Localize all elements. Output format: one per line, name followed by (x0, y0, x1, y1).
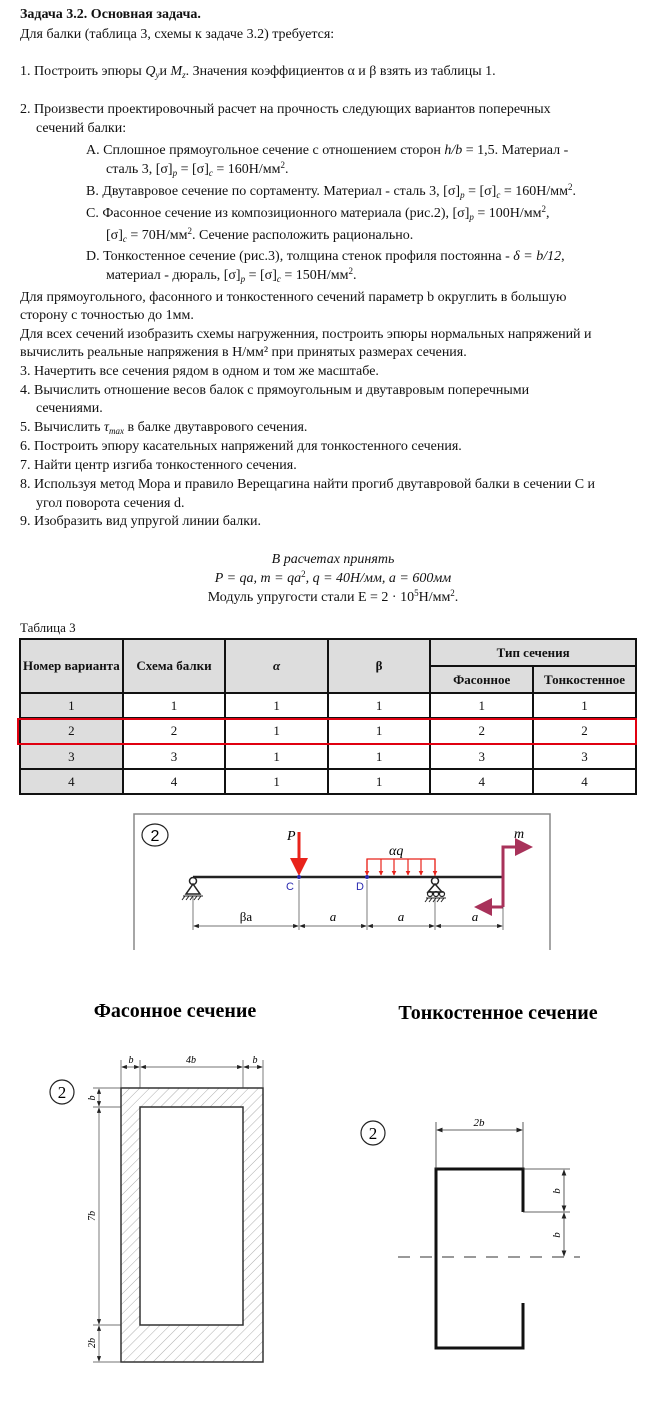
cell: 3 (20, 744, 123, 769)
dim-right-b-lower: b (551, 1232, 563, 1238)
option-c: C. Фасонное сечение из композиционного материала (рис.2), $[\sigma]_p = 100Н/мм^2$, (86, 204, 550, 222)
shaped-section-title: Фасонное сечение (93, 1000, 257, 1022)
option-a-cont: сталь 3, $[\sigma]_p = [\sigma]_c = 160Н/мм^2$. (106, 160, 289, 178)
load-q-label: αq (389, 844, 404, 859)
roller-support-icon (425, 878, 446, 903)
distributed-load (367, 859, 435, 876)
item-6: 6. Построить эпюру касательных напряжений для тонкостенного сечения. (20, 439, 462, 454)
cell: 4 (430, 769, 533, 794)
dim-left-7b: 7b (87, 1211, 98, 1221)
given-title: В расчетах принять (271, 552, 395, 567)
item-5: 5. Вычислить $\tau_{max}$ в балке двутаврового сечения. (20, 420, 308, 436)
point-d-label: D (356, 881, 364, 893)
thin-section-title: Тонкостенное сечение (398, 1002, 598, 1024)
item-4-cont: сечениями. (36, 401, 103, 416)
header-scheme: Схема балки (123, 639, 226, 693)
dim-right-b-upper: b (551, 1188, 563, 1194)
cell: 2 (123, 718, 226, 744)
para-stress-cont: вычислить реальные напряжения в Н/мм² при принятых размерах сечения. (20, 345, 467, 360)
cell: 3 (430, 744, 533, 769)
para-rounding-cont: сторону с точностью до 1мм. (20, 308, 194, 323)
force-p-label: P (287, 829, 296, 844)
cell: 3 (123, 744, 226, 769)
dimension-lines (436, 1122, 570, 1256)
pin-support-icon (182, 878, 203, 901)
header-variant: Номер варианта (20, 639, 123, 693)
cell: 1 (225, 718, 327, 744)
dim-a-1: a (329, 909, 337, 924)
moment-m-label: m (514, 827, 525, 842)
dim-top-2b: 2b (473, 1117, 485, 1129)
section-number: 2 (368, 1124, 378, 1143)
thin-section (361, 1117, 580, 1348)
beam-scheme (134, 814, 550, 950)
header-thin: Тонкостенное (533, 666, 636, 693)
point-d (365, 875, 369, 879)
cell: 2 (20, 718, 123, 744)
c-profile (436, 1169, 523, 1348)
item-2-cont: сечений балки: (36, 121, 127, 136)
option-d-cont: материал - дюраль, $[\sigma]_p = [\sigma]_c = 150Н/мм^2$. (106, 266, 357, 284)
item-2: 2. Произвести проектировочный расчет на прочность следующих вариантов поперечных (20, 102, 551, 117)
cell: 1 (430, 693, 533, 718)
item-4: 4. Вычислить отношение весов балок с прямоугольным и двутавровым поперечными (20, 383, 530, 398)
cell: 1 (328, 744, 430, 769)
para-rounding: Для прямоугольного, фасонного и тонкостенного сечений параметр b округлить в большую (20, 290, 567, 305)
dim-a-2: a (397, 909, 405, 924)
cell: 2 (533, 718, 636, 744)
item-1: 1. Построить эпюры $Q_yи$ $M_z$. Значения коэффициентов α и β взять из таблицы 1. (20, 64, 496, 80)
para-stress: Для всех сечений изобразить схемы нагруженния, построить эпюры нормальных напряжений и (20, 327, 592, 342)
dim-top-b-right: b (252, 1055, 258, 1066)
header-alpha: α (225, 639, 327, 693)
cell: 4 (20, 769, 123, 794)
cell: 1 (225, 769, 327, 794)
option-b: B. Двутавровое сечение по сортаменту. Материал - сталь 3, $[\sigma]_p = [\sigma]_c = 160Н/мм^2$. (86, 182, 576, 200)
dim-left-b: b (87, 1095, 98, 1101)
moment-top-arrow (503, 847, 530, 907)
cell: 1 (533, 693, 636, 718)
scheme-number: 2 (150, 828, 160, 845)
dim-top-4b: 4b (186, 1055, 196, 1066)
cell: 3 (533, 744, 636, 769)
cell: 4 (533, 769, 636, 794)
cell: 1 (328, 718, 430, 744)
cell: 1 (123, 693, 226, 718)
cell: 1 (225, 744, 327, 769)
dim-a-3: a (471, 909, 479, 924)
item-9: 9. Изобразить вид упругой линии балки. (20, 514, 262, 529)
cell: 1 (328, 693, 430, 718)
item-3: 3. Начертить все сечения рядом в одном и том же масштабе. (20, 364, 379, 379)
cell: 4 (123, 769, 226, 794)
cell: 1 (328, 769, 430, 794)
section-number: 2 (57, 1083, 67, 1102)
point-c (297, 875, 301, 879)
header-beta: β (328, 639, 430, 693)
cell: 2 (430, 718, 533, 744)
item-7: 7. Найти центр изгиба тонкостенного сечения. (20, 458, 297, 473)
item-8: 8. Используя метод Мора и правило Верещагина найти прогиб двутавровой балки в сечении С и (20, 477, 596, 492)
task-title: Задача 3.2. Основная задача. (20, 7, 201, 22)
cell: 1 (20, 693, 123, 718)
given-modulus: Модуль упругости стали $E = 2 \cdot 10^5Н/мм^2$. (207, 588, 459, 605)
dim-top-b-left: b (128, 1055, 134, 1066)
header-shaped: Фасонное (430, 666, 533, 693)
dim-beta-a: βa (239, 909, 253, 924)
shaped-section (50, 1055, 263, 1362)
option-d: D. Тонкостенное сечение (рис.3), толщина стенок профиля постоянна - δ = b/12, (86, 249, 565, 264)
table-caption: Таблица 3 (20, 620, 76, 635)
given-formula: P = qa, $m = qa^2$, q = 40Н/мм, a = 600мм (214, 569, 452, 586)
item-8-cont: угол поворота сечения d. (36, 496, 185, 511)
option-a: A. Сплошное прямоугольное сечение с отношением сторон h/b = 1,5. Материал - (86, 143, 569, 158)
option-c-cont: $[\sigma]_c = 70Н/мм^2$. Сечение расположить рационально. (106, 226, 414, 244)
hollow-rectangle (121, 1088, 263, 1362)
cell: 1 (225, 693, 327, 718)
point-c-label: C (286, 881, 294, 893)
header-section-type: Тип сечения (430, 639, 636, 666)
task-intro: Для балки (таблица 3, схемы к задаче 3.2) требуется: (20, 27, 335, 42)
dim-left-2b: 2b (87, 1338, 98, 1348)
